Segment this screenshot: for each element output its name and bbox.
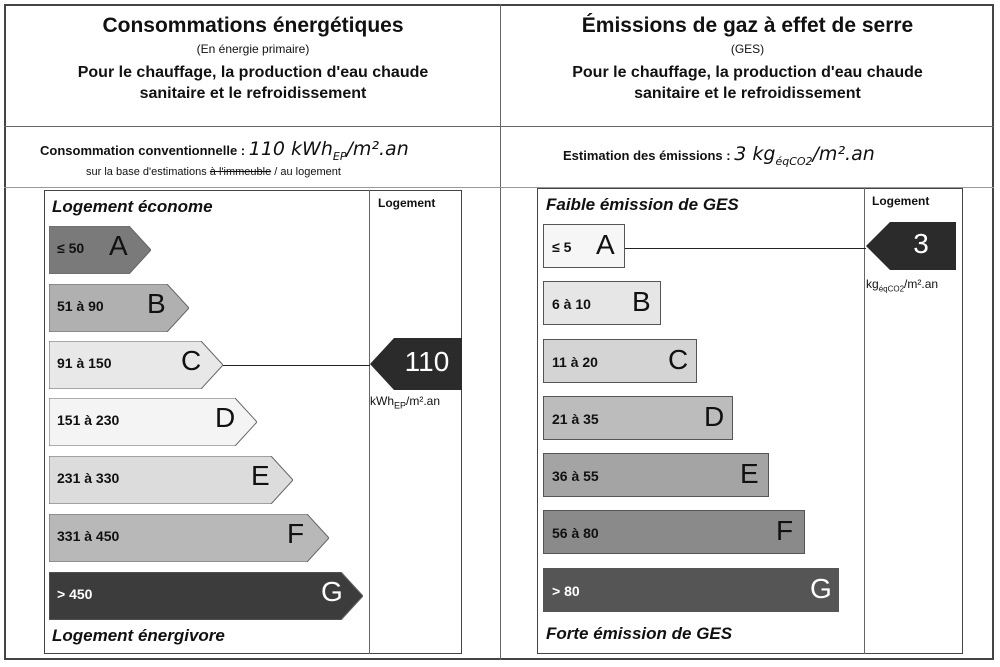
energy-band-range: 91 à 150 — [57, 355, 112, 371]
ges-band-letter: F — [776, 515, 794, 546]
ges-band-c — [543, 339, 697, 383]
energy-logement-head: Logement — [378, 196, 436, 210]
ges-desc-line1: Pour le chauffage, la production d'eau chaude — [572, 64, 923, 81]
ges-logement-value: 3 — [913, 228, 929, 259]
ges-band-b — [543, 281, 661, 325]
ges-band-range: ≤ 5 — [552, 239, 572, 255]
energy-band-letter: D — [215, 402, 236, 433]
ges-band-a — [543, 224, 625, 268]
ges-band-f — [543, 510, 805, 554]
ges-band-e — [543, 453, 769, 497]
energy-band-range: > 450 — [57, 586, 93, 602]
ges-description — [501, 62, 994, 104]
ges-band-letter: E — [740, 458, 759, 489]
ges-band-range: 11 à 20 — [552, 354, 598, 370]
energy-band-letter: B — [147, 288, 166, 319]
ges-band-range: 56 à 80 — [552, 525, 599, 541]
energy-pointer-line — [223, 365, 370, 366]
ges-estimation — [563, 143, 875, 168]
energy-logement-value: 110 — [404, 346, 450, 377]
ges-band-range: 21 à 35 — [552, 411, 599, 427]
header-divider — [4, 126, 994, 127]
energy-band-range: 51 à 90 — [57, 298, 104, 314]
ges-logement-head: Logement — [872, 194, 930, 208]
ges-estimation-label: Estimation des émissions : — [563, 148, 731, 163]
energy-band-f — [49, 514, 329, 558]
ges-desc-line2: sanitaire et le refroidissement — [634, 85, 861, 102]
energy-band-c — [49, 341, 223, 385]
energy-band-letter: E — [251, 460, 270, 491]
energy-basis-note: sur la base d'estimations à l'immeuble / au logement — [86, 166, 341, 178]
ges-band-range: 36 à 55 — [552, 468, 599, 484]
energy-logement-unit: kWh$_{EP}$/m².an — [370, 394, 441, 411]
energy-band-letter: G — [321, 576, 343, 607]
energy-consumption-label: Consommation conventionnelle : — [40, 143, 246, 158]
energy-logement-column-divider — [369, 190, 370, 654]
ges-subtitle: (GES) — [730, 42, 765, 56]
ges-title: Émissions de gaz à effet de serre — [581, 14, 914, 37]
energy-band-letter: C — [181, 345, 202, 376]
ges-band-letter: C — [668, 344, 689, 375]
ges-band-letter: G — [810, 573, 832, 604]
energy-band-range: 231 à 330 — [57, 470, 120, 486]
ges-top-label: Faible émission de GES — [546, 195, 739, 214]
energy-band-a — [49, 226, 151, 270]
energy-band-letter: A — [109, 230, 128, 261]
energy-desc-line1: Pour le chauffage, la production d'eau chaude — [77, 64, 429, 81]
ges-band-range: > 80 — [552, 583, 580, 599]
energy-band-b — [49, 284, 189, 328]
ges-band-letter: B — [632, 286, 651, 317]
energy-band-range: 151 à 230 — [57, 412, 120, 428]
energy-consumption-value: 110 kWh$_{EP}$/m².an — [248, 138, 409, 163]
ges-logement-unit: $kg_{éqCO2}/m^2.an$ — [866, 277, 939, 294]
ges-band-d — [543, 396, 733, 440]
ges-pointer-line — [625, 248, 866, 249]
energy-band-g — [49, 572, 363, 616]
energy-desc-line2: sanitaire et le refroidissement — [139, 85, 367, 102]
energy-bottom-label: Logement énergivore — [52, 626, 225, 645]
energy-band-range: ≤ 50 — [57, 240, 85, 256]
ges-band-letter: A — [596, 229, 615, 260]
ges-band-letter: D — [704, 401, 725, 432]
energy-header — [6, 14, 500, 104]
energy-title: Consommations énergétiques — [102, 14, 404, 37]
ges-estimation-value: 3 $kg_{éqCO2}/m^2.an$ — [734, 143, 875, 168]
ges-bottom-label: Forte émission de GES — [546, 624, 733, 643]
ges-logement-column-divider — [864, 188, 865, 654]
energy-subtitle: (En énergie primaire) — [196, 42, 310, 56]
energy-consumption — [40, 138, 409, 163]
energy-band-letter: F — [287, 518, 305, 549]
ges-band-range: 6 à 10 — [552, 296, 591, 312]
energy-top-label: Logement économe — [52, 197, 213, 216]
energy-band-d — [49, 398, 257, 442]
ges-header — [501, 14, 994, 104]
ges-band-g — [543, 568, 839, 612]
energy-band-e — [49, 456, 293, 500]
energy-description — [6, 62, 500, 104]
energy-band-range: 331 à 450 — [57, 528, 120, 544]
